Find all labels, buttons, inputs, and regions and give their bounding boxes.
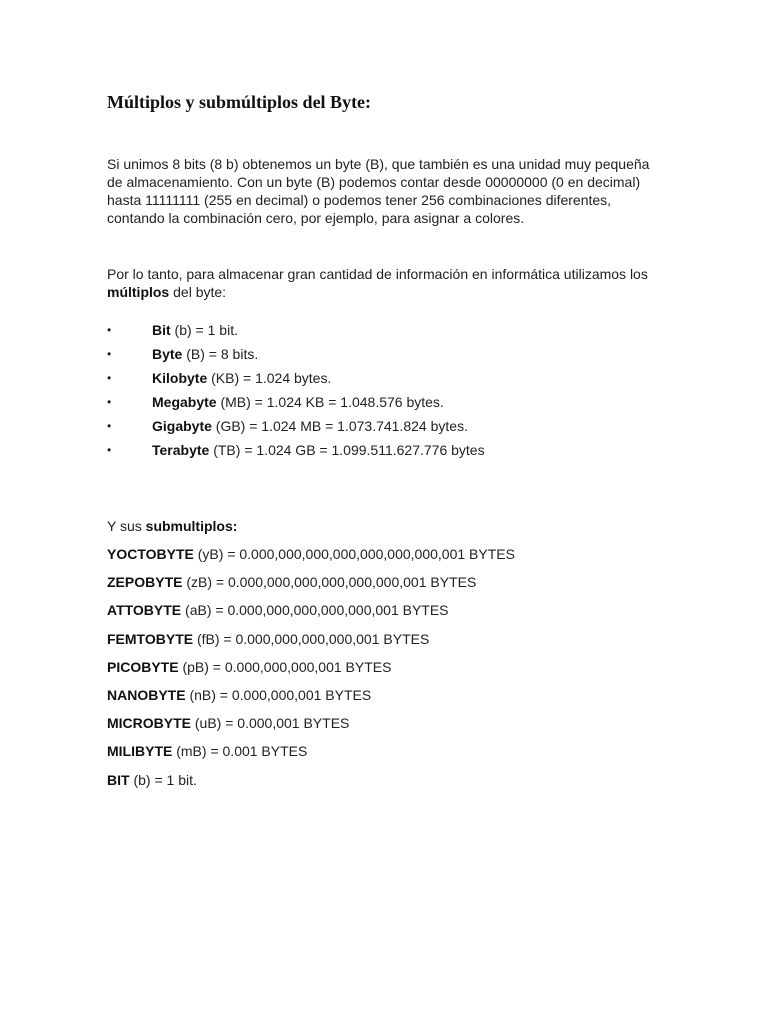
unit-definition: (B) = 8 bits. xyxy=(182,346,259,362)
list-item xyxy=(107,438,485,462)
unit-definition: (b) = 1 bit. xyxy=(129,771,197,788)
list-item xyxy=(107,684,515,712)
unit-definition: (MB) = 1.024 KB = 1.048.576 bytes. xyxy=(216,394,444,410)
submultiples-list xyxy=(107,543,515,797)
list-item xyxy=(107,769,515,797)
unit-definition: (aB) = 0.000,000,000,000,000,001 BYTES xyxy=(181,602,449,619)
list-item xyxy=(107,414,485,438)
subhead-bold-term: submultiplos: xyxy=(145,518,238,534)
list-item xyxy=(107,712,515,740)
unit-name: Bit xyxy=(152,322,171,338)
list-item xyxy=(107,628,515,656)
unit-definition: (GB) = 1.024 MB = 1.073.741.824 bytes. xyxy=(211,418,468,434)
bullet-icon: • xyxy=(107,347,112,361)
multiples-list xyxy=(107,318,485,462)
list-item xyxy=(107,740,515,768)
list-item xyxy=(107,599,515,627)
list-item xyxy=(107,656,515,684)
unit-name: ZEPOBYTE xyxy=(107,574,183,591)
unit-definition: (nB) = 0.000,000,001 BYTES xyxy=(185,686,372,703)
unit-name: YOCTOBYTE xyxy=(107,546,194,562)
unit-name: PICOBYTE xyxy=(107,658,179,675)
list-item xyxy=(107,571,515,599)
unit-definition: (uB) = 0.000,001 BYTES xyxy=(191,715,350,732)
unit-name: Megabyte xyxy=(152,394,217,410)
lead-bold-term: múltiplos xyxy=(107,284,170,300)
unit-definition: (yB) = 0.000,000,000,000,000,000,000,001 BYTES xyxy=(193,546,515,562)
unit-definition: (fB) = 0.000,000,000,000,001 BYTES xyxy=(193,630,430,647)
unit-name: NANOBYTE xyxy=(107,686,186,703)
unit-name: FEMTOBYTE xyxy=(107,630,194,647)
bullet-icon: • xyxy=(107,323,112,337)
unit-definition: (KB) = 1.024 bytes. xyxy=(207,370,332,386)
unit-definition: (zB) = 0.000,000,000,000,000,000,001 BYTES xyxy=(182,574,477,591)
page-title: Múltiplos y submúltiplos del Byte: xyxy=(107,92,372,112)
unit-definition: (mB) = 0.001 BYTES xyxy=(172,743,308,760)
subhead-text: Y sus xyxy=(107,518,146,534)
unit-name: Terabyte xyxy=(152,442,210,458)
unit-name: Byte xyxy=(152,346,183,362)
list-item xyxy=(107,366,485,390)
intro-paragraph: Si unimos 8 bits (8 b) obtenemos un byte (B), que también es una unidad muy pequeña de almacenamiento. Con un byte (B) podemos contar desde 00000000 (0 en decimal) hasta 11111111 (255 en decimal) o podemos tener 256 combinaciones diferentes, contando la combinación cero, por ejemplo, para asignar a colores. xyxy=(107,156,650,226)
unit-name: Kilobyte xyxy=(152,370,208,386)
list-item xyxy=(107,342,485,366)
multiples-lead-paragraph xyxy=(107,265,667,301)
bullet-icon: • xyxy=(107,443,112,457)
list-item xyxy=(107,390,485,414)
bullet-icon: • xyxy=(107,395,112,409)
submultiples-heading xyxy=(107,516,237,536)
bullet-icon: • xyxy=(107,371,112,385)
unit-definition: (b) = 1 bit. xyxy=(170,322,238,338)
list-item xyxy=(107,318,485,342)
unit-definition: (pB) = 0.000,000,000,001 BYTES xyxy=(178,658,392,675)
lead-text-end: del byte: xyxy=(169,284,227,300)
unit-name: Gigabyte xyxy=(152,418,212,434)
unit-name: ATTOBYTE xyxy=(107,602,182,619)
unit-name: MICROBYTE xyxy=(107,715,191,732)
unit-name: MILIBYTE xyxy=(107,743,173,760)
unit-name: BIT xyxy=(107,771,130,788)
lead-text: Por lo tanto, para almacenar gran cantidad de información en informática utilizamos los xyxy=(107,266,648,282)
unit-definition: (TB) = 1.024 GB = 1.099.511.627.776 bytes xyxy=(209,442,485,458)
list-item xyxy=(107,543,515,571)
bullet-icon: • xyxy=(107,419,112,433)
